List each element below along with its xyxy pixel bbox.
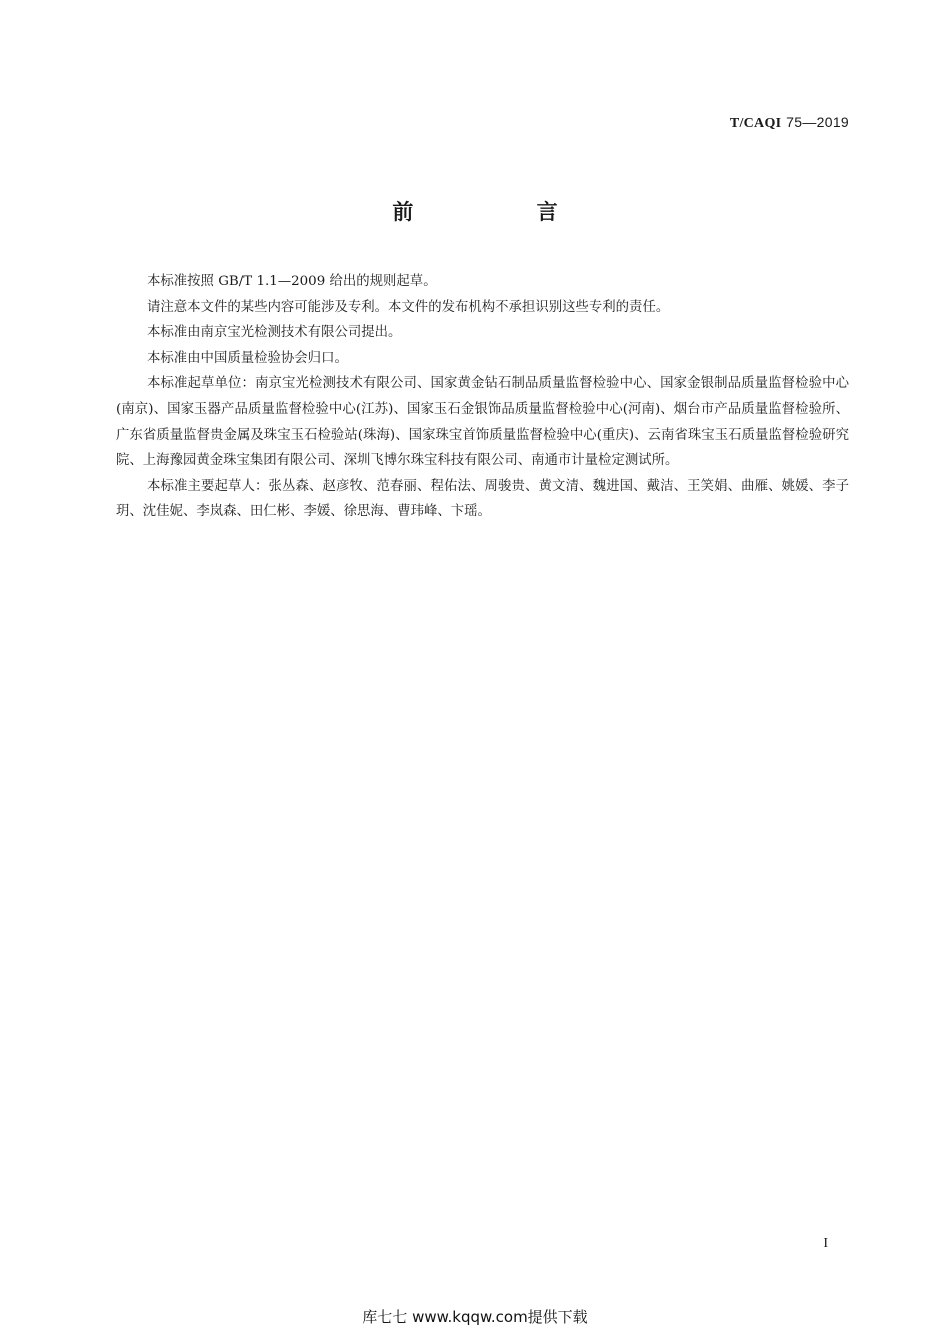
download-footer: 库七七 www.kqqw.com提供下载 xyxy=(362,1308,588,1326)
page-number: I xyxy=(823,1236,828,1251)
paragraph-main-drafters: 本标准主要起草人：张丛森、赵彦牧、范春丽、程佑法、周骏贵、黄文清、魏进国、戴洁、王笑娟、曲雁、姚媛、李子玥、沈佳妮、李岚森、田仁彬、李媛、徐思海、曹玮峰、卞瑶。 xyxy=(116,478,849,520)
paragraph-drafting-rules: 本标准按照 GB/T 1.1—2009 给出的规则起草。 xyxy=(147,274,437,289)
document-code-number: 75—2019 xyxy=(786,114,849,130)
document-code-prefix: T/CAQI xyxy=(729,116,782,131)
page-title: 前 言 xyxy=(392,200,616,224)
paragraph-proposer: 本标准由南京宝光检测技术有限公司提出。 xyxy=(147,325,402,341)
document-code xyxy=(730,114,849,132)
paragraph-drafting-units: 本标准起草单位：南京宝光检测技术有限公司、国家黄金钻石制品质量监督检验中心、国家金银制品质量监督检验中心(南京)、国家玉器产品质量监督检验中心(江苏)、国家玉石金银饰品质量监督检验中心(河南)、烟台市产品质量监督检验所、广东省质量监督贵金属及珠宝玉石检验站(珠海)、国家珠宝首饰质量监督检验中心(重庆)、云南省珠宝玉石质量监督检验研究院、上海豫园黄金珠宝集团有限公司、深圳飞博尔珠宝科技有限公司、南通市计量检定测试所。 xyxy=(116,376,849,469)
paragraph-centralized-by: 本标准由中国质量检验协会归口。 xyxy=(147,350,348,366)
foreword-body xyxy=(116,269,849,525)
paragraph-patent-notice: 请注意本文件的某些内容可能涉及专利。本文件的发布机构不承担识别这些专利的责任。 xyxy=(147,299,670,315)
